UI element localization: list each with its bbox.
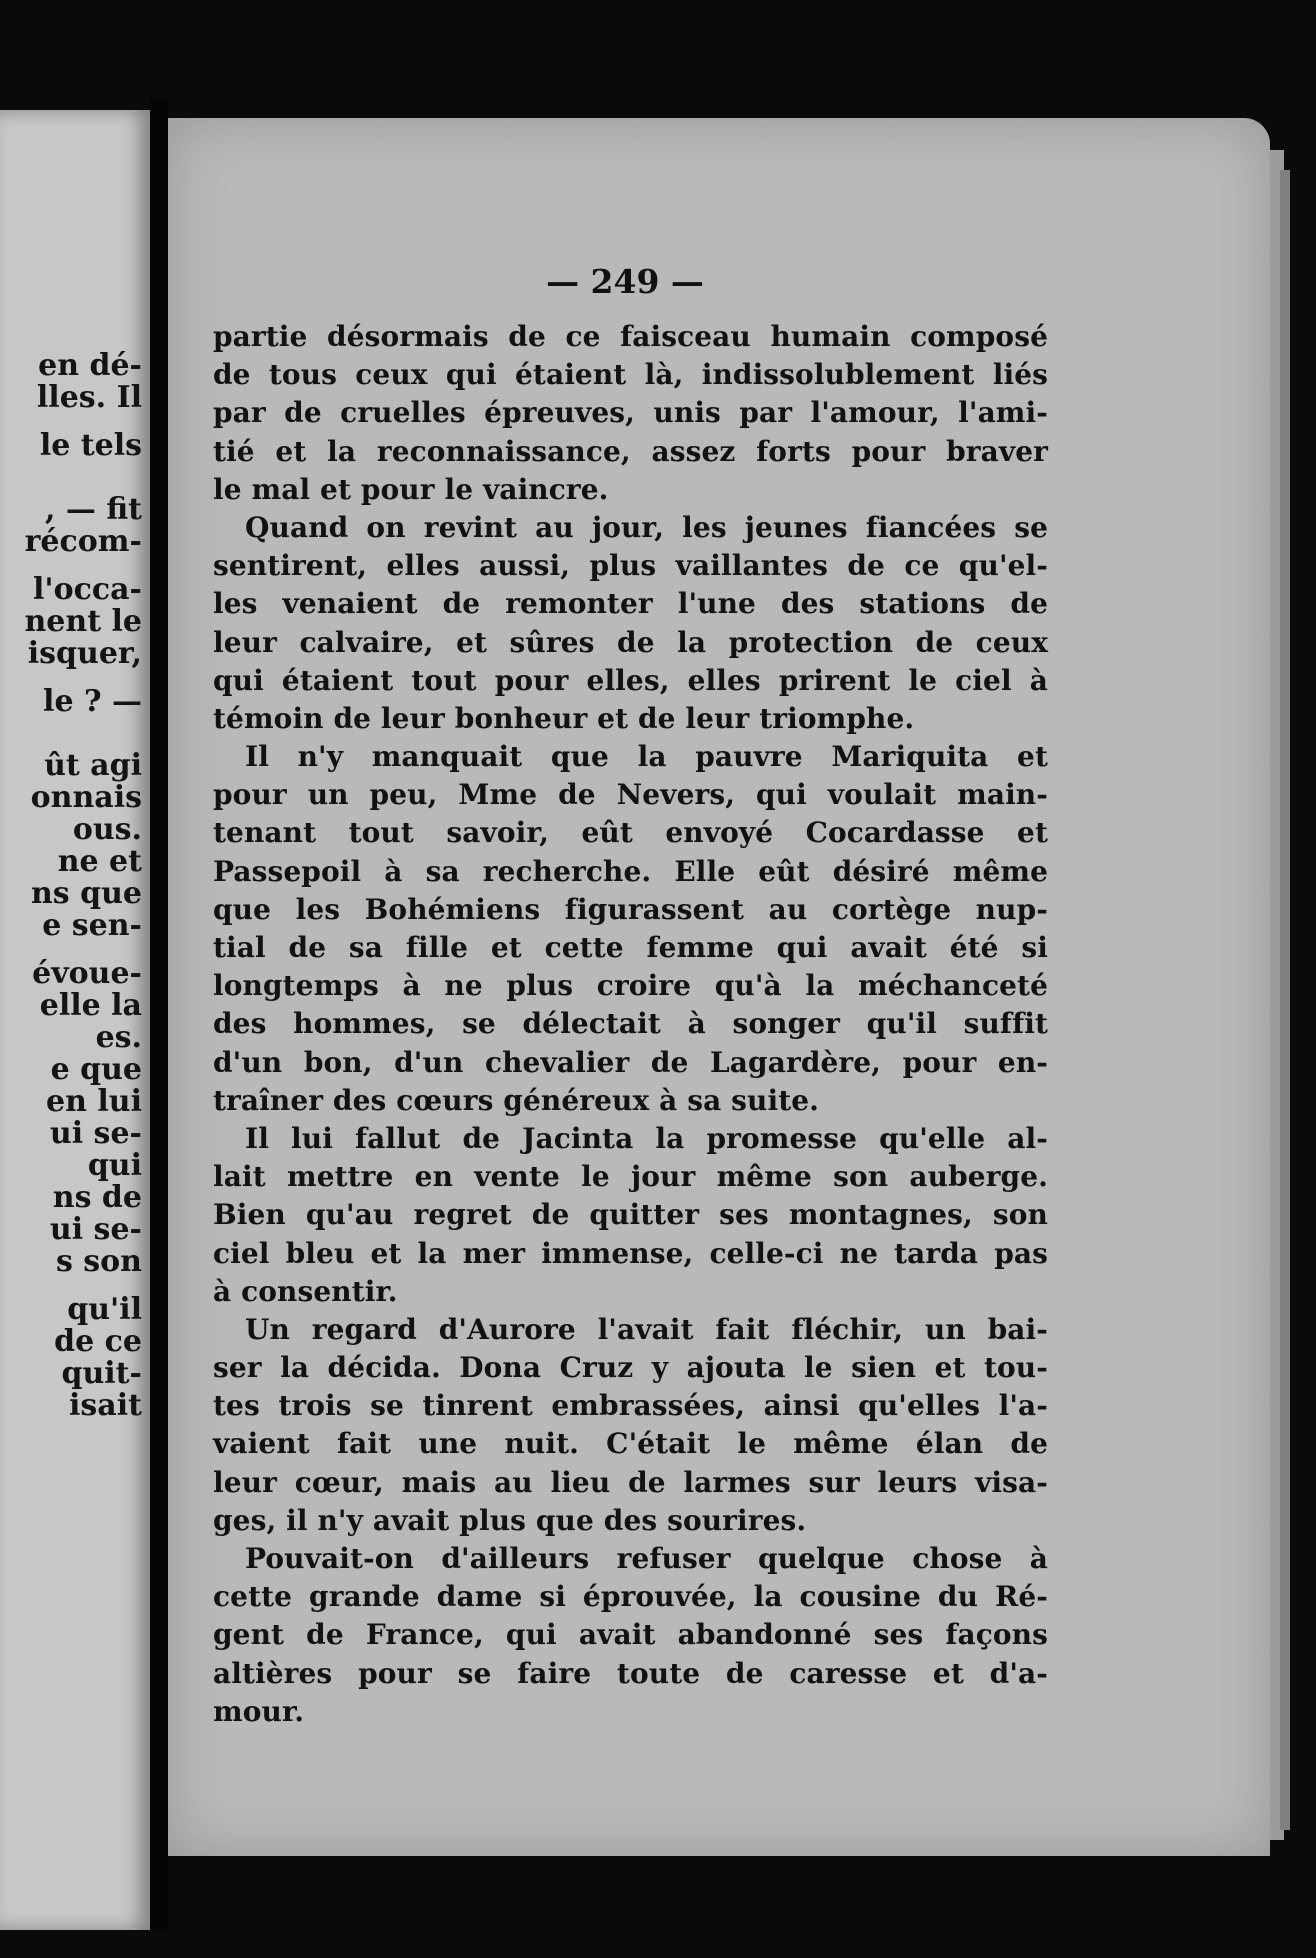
text-line: Pouvait-on d'ailleurs refuser quelque chose à: [245, 1542, 1048, 1575]
text-line: leur calvaire, et sûres de la protection de ceux: [213, 625, 1048, 659]
previous-page-text-line: nent le: [24, 604, 142, 639]
book-gutter: [150, 100, 168, 1930]
previous-page-text-line: e sen-: [42, 908, 142, 943]
text-line: par de cruelles épreuves, unis par l'amour, l'ami-: [213, 396, 1048, 430]
text-line: lait mettre en vente le jour même son auberge.: [213, 1160, 1048, 1194]
text-line: Quand on revint au jour, les jeunes fiancées se: [245, 510, 1048, 544]
text-line: ges, il n'y avait plus que des sourires.: [213, 1503, 807, 1537]
text-line: altières pour se faire toute de caresse et d'a-: [213, 1656, 1048, 1690]
previous-page-text-line: ui se-: [49, 1212, 142, 1247]
text-line: des hommes, se délectait à songer qu'il suffit: [213, 1007, 1048, 1041]
text-line: vaient fait une nuit. C'était le même élan de: [213, 1427, 1048, 1461]
previous-page-text-line: s son: [55, 1244, 142, 1279]
page-body-text: [213, 318, 1048, 1731]
text-line: Bien qu'au regret de quitter ses montagnes, son: [213, 1198, 1048, 1232]
text-line: pour un peu, Mme de Nevers, qui voulait main-: [213, 778, 1048, 812]
text-line: qui étaient tout pour elles, elles prirent le ciel à: [213, 663, 1048, 697]
previous-page-text-line: quit-: [61, 1356, 142, 1391]
previous-page-text-line: ns de: [52, 1180, 142, 1215]
previous-page-text-line: elle la: [39, 988, 142, 1023]
text-line: Passepoil à sa recherche. Elle eût désiré même: [213, 854, 1048, 888]
previous-page-text-line: en lui: [46, 1084, 142, 1119]
text-line: le mal et pour le vaincre.: [213, 472, 609, 506]
previous-page-text-line: lles. Il: [36, 380, 142, 415]
text-line: cette grande dame si éprouvée, la cousine du Ré-: [213, 1580, 1048, 1614]
previous-page-text-line: ût agi: [44, 748, 142, 783]
previous-page-text-line: le ? —: [43, 684, 142, 719]
text-line: ciel bleu et la mer immense, celle-ci ne tarda pas: [213, 1236, 1048, 1270]
previous-page-text-line: ui se-: [49, 1116, 142, 1151]
text-line: Un regard d'Aurore l'avait fait fléchir, un bai-: [245, 1312, 1048, 1346]
text-line: tial de sa fille et cette femme qui avait été si: [213, 931, 1048, 964]
previous-page-text-line: ne et: [57, 844, 142, 879]
page-edge-shadow: [1280, 170, 1290, 1830]
text-line: tenant tout savoir, eût envoyé Cocardasse et: [213, 816, 1048, 850]
previous-page-text-line: ns que: [30, 876, 142, 911]
previous-page-text-line: onnais: [30, 780, 142, 815]
text-line: traîner des cœurs généreux à sa suite.: [213, 1083, 820, 1117]
previous-page-text-line: qui: [87, 1148, 142, 1183]
text-line: d'un bon, d'un chevalier de Lagardère, pour en-: [213, 1045, 1048, 1079]
previous-page-text-line: isquer,: [27, 636, 142, 671]
text-line: Il n'y manquait que la pauvre Mariquita et: [245, 740, 1048, 774]
text-line: tié et la reconnaissance, assez forts pour braver: [213, 434, 1048, 468]
text-line: leur cœur, mais au lieu de larmes sur leurs visa-: [213, 1465, 1048, 1499]
text-line: longtemps à ne plus croire qu'à la méchanceté: [213, 969, 1048, 1003]
text-line: les venaient de remonter l'une des stations de: [213, 587, 1048, 621]
text-line: à consentir.: [213, 1274, 398, 1308]
text-line: tes trois se tinrent embrassées, ainsi qu'elles l'a-: [213, 1389, 1048, 1423]
previous-page-text-line: ous.: [72, 812, 142, 847]
previous-page-text-line: e que: [50, 1052, 142, 1087]
previous-page-text-line: évoue-: [32, 956, 142, 991]
previous-page-text-line: isait: [69, 1388, 142, 1423]
previous-page-text-line: qu'il: [67, 1292, 142, 1327]
text-line: gent de France, qui avait abandonné ses façons: [213, 1618, 1048, 1652]
text-line: témoin de leur bonheur et de leur triomphe.: [213, 701, 915, 735]
previous-page-text-line: de ce: [54, 1324, 142, 1359]
previous-page-fragment: [0, 110, 150, 1930]
text-line: partie désormais de ce faisceau humain composé: [213, 320, 1048, 353]
page-number: — 249 —: [546, 262, 704, 301]
text-line: que les Bohémiens figurassent au cortège nup-: [213, 892, 1048, 926]
text-line: mour.: [213, 1694, 305, 1728]
previous-page-text-line: récom-: [24, 524, 142, 559]
text-line: ser la décida. Dona Cruz y ajouta le sien et tou-: [213, 1351, 1048, 1385]
text-line: sentirent, elles aussi, plus vaillantes de ce qu'el-: [213, 549, 1048, 583]
text-line: Il lui fallut de Jacinta la promesse qu'elle al-: [245, 1121, 1048, 1155]
previous-page-text-line: le tels: [39, 428, 142, 463]
previous-page-text-line: , — fit: [44, 492, 142, 527]
previous-page-text-line: es.: [95, 1020, 142, 1055]
text-line: de tous ceux qui étaient là, indissolublement liés: [213, 358, 1048, 392]
previous-page-text-line: l'occa-: [32, 572, 142, 607]
previous-page-text-line: en dé-: [38, 348, 142, 383]
